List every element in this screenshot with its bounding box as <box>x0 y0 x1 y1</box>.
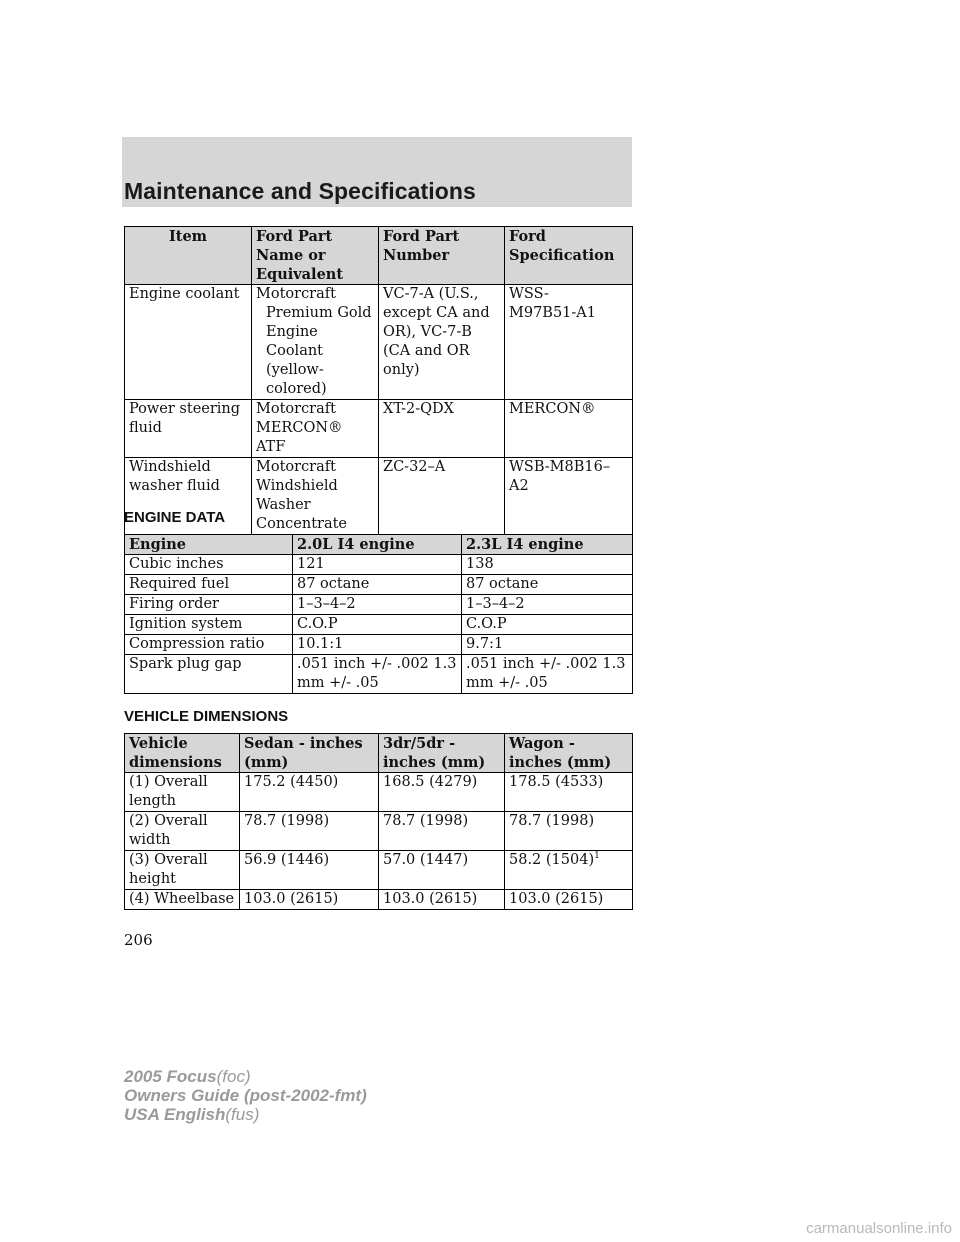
footer-line-model <box>124 1067 367 1086</box>
footer-language: USA English <box>124 1105 226 1124</box>
column-header: Ford Part Number <box>379 227 505 285</box>
table-row <box>125 615 633 635</box>
vehicle-dimensions-heading: VEHICLE DIMENSIONS <box>124 708 289 725</box>
table-cell: Cubic inches <box>125 555 293 575</box>
footnote-marker: 1 <box>594 851 600 862</box>
table-cell: 9.7:1 <box>462 635 633 655</box>
table-cell: Motorcraft Windshield Washer Concentrate <box>252 458 379 535</box>
table-header-row <box>125 535 633 555</box>
table-row <box>125 890 633 910</box>
table-row <box>125 555 633 575</box>
fluids-table <box>124 226 633 535</box>
table-cell: VC-7-A (U.S., except CA and OR), VC-7-B (CA and OR only) <box>379 285 505 400</box>
table-cell: 138 <box>462 555 633 575</box>
table-cell: 78.7 (1998) <box>505 812 633 851</box>
table-cell: 168.5 (4279) <box>379 773 505 812</box>
table-row <box>125 655 633 694</box>
table-cell: WSS- M97B51-A1 <box>505 285 633 400</box>
table-cell: 121 <box>293 555 462 575</box>
document-footer <box>124 1067 367 1124</box>
footer-model-code: (foc) <box>216 1067 251 1086</box>
footer-line-language <box>124 1105 367 1124</box>
table-cell: Motorcraft MERCON® ATF <box>252 400 379 458</box>
table-cell: (1) Overall length <box>125 773 240 812</box>
table-cell: MERCON® <box>505 400 633 458</box>
footer-model: 2005 Focus <box>124 1067 217 1086</box>
table-cell: 1–3–4–2 <box>462 595 633 615</box>
footer-guide: Owners Guide (post-2002-fmt) <box>124 1086 367 1105</box>
page-title: Maintenance and Specifications <box>124 178 476 204</box>
table-cell: (2) Overall width <box>125 812 240 851</box>
table-row <box>125 575 633 595</box>
table-cell: 56.9 (1446) <box>240 851 379 890</box>
table-header-row <box>125 227 633 285</box>
column-header: 2.0L I4 engine <box>293 535 462 555</box>
table-cell: C.O.P <box>462 615 633 635</box>
column-header: Ford Part Name or Equivalent <box>252 227 379 285</box>
table-row <box>125 773 633 812</box>
column-header: Vehicle dimensions <box>125 734 240 773</box>
table-cell: Engine coolant <box>125 285 252 400</box>
footer-line-guide <box>124 1086 367 1105</box>
table-cell: 78.7 (1998) <box>240 812 379 851</box>
watermark: carmanualsonline.info <box>806 1220 952 1237</box>
table-cell: 103.0 (2615) <box>240 890 379 910</box>
table-cell: 1–3–4–2 <box>293 595 462 615</box>
table-cell: 57.0 (1447) <box>379 851 505 890</box>
table-row <box>125 285 633 400</box>
table-cell: 175.2 (4450) <box>240 773 379 812</box>
table-cell: Motorcraft Premium Gold Engine Coolant (yellow-colored) <box>252 285 379 400</box>
column-header: Ford Specification <box>505 227 633 285</box>
table-cell: 10.1:1 <box>293 635 462 655</box>
page-number: 206 <box>124 931 153 949</box>
footer-language-code: (fus) <box>225 1105 260 1124</box>
column-header: Sedan - inches (mm) <box>240 734 379 773</box>
engine-data-heading: ENGINE DATA <box>124 509 226 526</box>
table-cell: (3) Overall height <box>125 851 240 890</box>
table-cell: Required fuel <box>125 575 293 595</box>
column-header: 2.3L I4 engine <box>462 535 633 555</box>
engine-data-table <box>124 534 633 694</box>
table-cell: 103.0 (2615) <box>379 890 505 910</box>
table-row <box>125 635 633 655</box>
table-header-row <box>125 734 633 773</box>
table-cell: 87 octane <box>293 575 462 595</box>
table-cell: Ignition system <box>125 615 293 635</box>
table-cell: Windshield washer fluid <box>125 458 252 535</box>
table-cell: 103.0 (2615) <box>505 890 633 910</box>
column-header: Wagon - inches (mm) <box>505 734 633 773</box>
table-cell: .051 inch +/- .002 1.3 mm +/- .05 <box>462 655 633 694</box>
table-cell: (4) Wheelbase <box>125 890 240 910</box>
table-cell: C.O.P <box>293 615 462 635</box>
table-cell: Firing order <box>125 595 293 615</box>
table-cell: .051 inch +/- .002 1.3 mm +/- .05 <box>293 655 462 694</box>
table-cell: Compression ratio <box>125 635 293 655</box>
table-cell: 87 octane <box>462 575 633 595</box>
column-header: Item <box>125 227 252 285</box>
table-row <box>125 595 633 615</box>
cell-value: 58.2 (1504) <box>509 852 595 868</box>
table-cell: XT-2-QDX <box>379 400 505 458</box>
table-cell: Power steering fluid <box>125 400 252 458</box>
table-cell: 178.5 (4533) <box>505 773 633 812</box>
table-row <box>125 851 633 890</box>
table-cell <box>505 851 633 890</box>
table-cell: Spark plug gap <box>125 655 293 694</box>
table-cell: ZC-32–A <box>379 458 505 535</box>
table-cell: 78.7 (1998) <box>379 812 505 851</box>
column-header: Engine <box>125 535 293 555</box>
table-row <box>125 812 633 851</box>
vehicle-dimensions-table <box>124 733 633 910</box>
table-row <box>125 400 633 458</box>
column-header: 3dr/5dr - inches (mm) <box>379 734 505 773</box>
table-cell: WSB-M8B16–A2 <box>505 458 633 535</box>
